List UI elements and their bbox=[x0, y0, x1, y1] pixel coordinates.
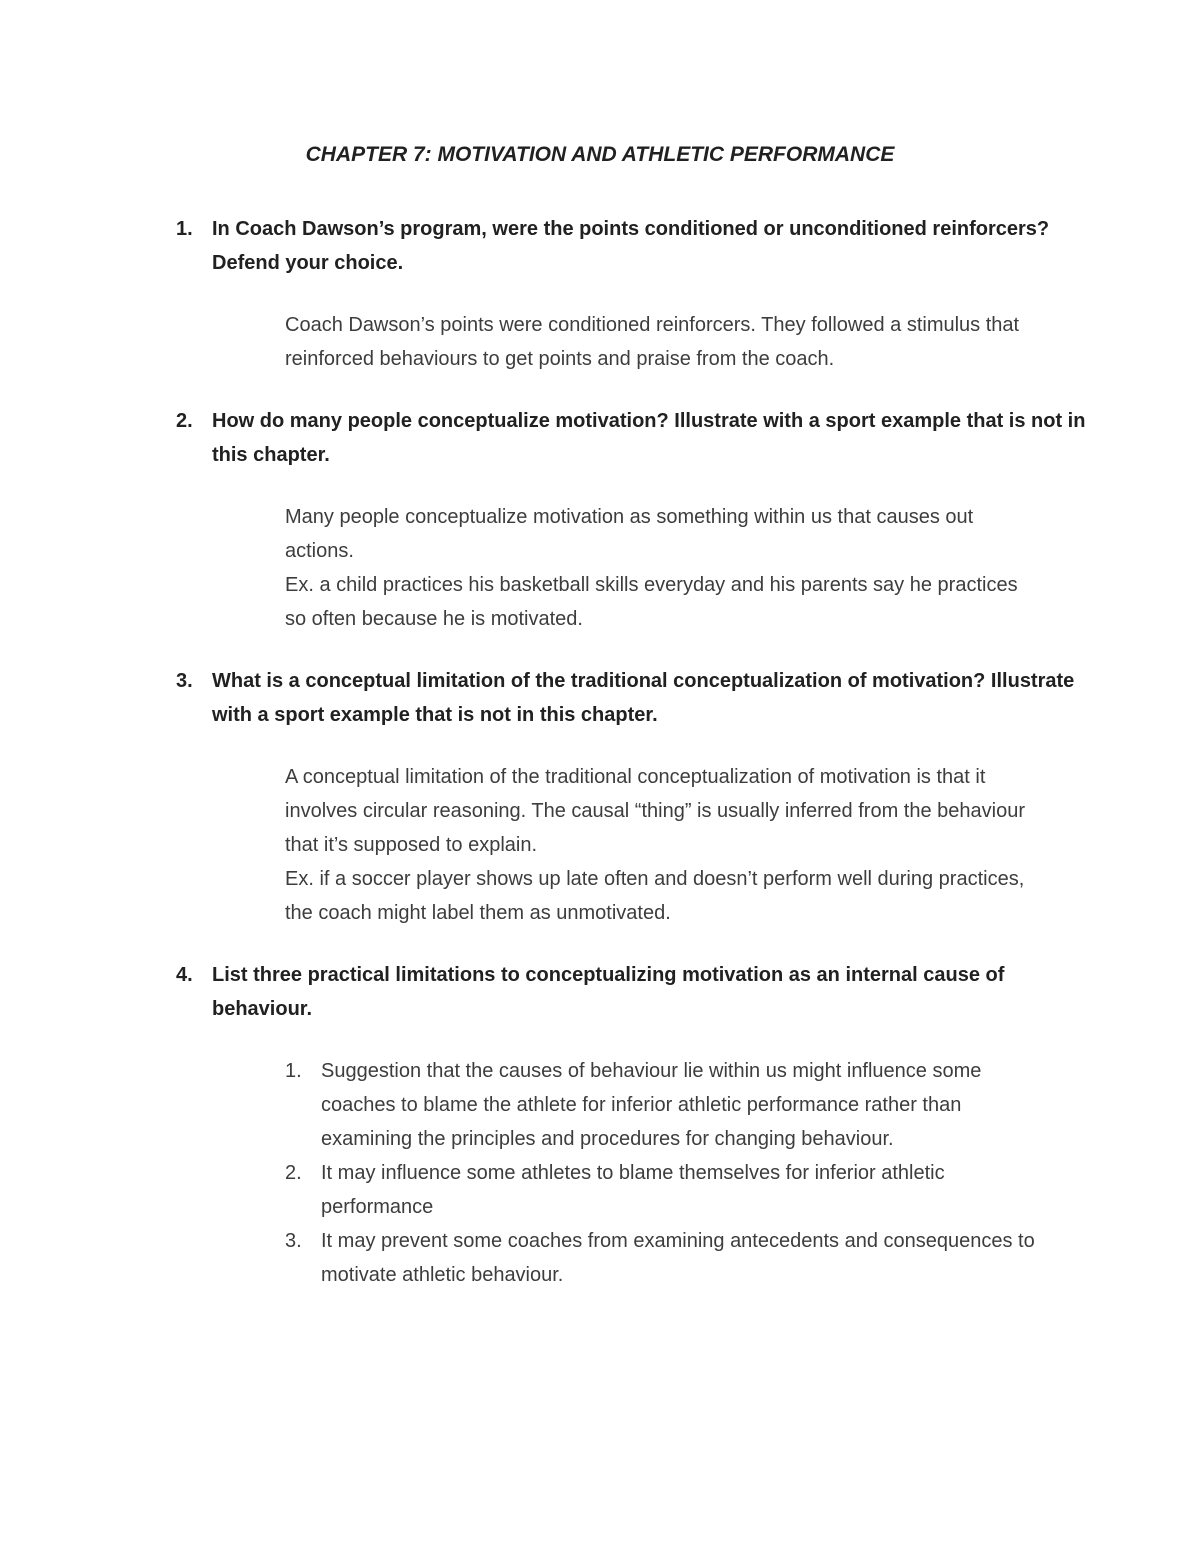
question-block-2 bbox=[0, 404, 1200, 636]
question-row bbox=[176, 212, 1200, 280]
question-text: In Coach Dawson’s program, were the points conditioned or unconditioned reinforcers? Defend your choice. bbox=[212, 218, 1050, 274]
question-number: 3. bbox=[176, 670, 193, 692]
answer-paragraph: A conceptual limitation of the traditional conceptualization of motivation is that it involves circular reasoning. The causal “thing” is usually inferred from the behaviour that it’s supposed to explain. bbox=[285, 766, 1025, 856]
sub-answer-item bbox=[285, 1054, 1200, 1156]
answer-block bbox=[285, 500, 1200, 636]
question-row bbox=[176, 404, 1200, 472]
answer-paragraph: Coach Dawson’s points were conditioned reinforcers. They followed a stimulus that reinforced behaviours to get points and praise from the coach. bbox=[285, 314, 1020, 370]
question-number: 4. bbox=[176, 964, 193, 986]
sub-answer-text: Suggestion that the causes of behaviour lie within us might influence some coaches to blame the athlete for inferior athletic performance rather than examining the principles and procedures for changing behaviour. bbox=[321, 1060, 982, 1150]
question-number: 2. bbox=[176, 410, 193, 432]
sub-answer-item bbox=[285, 1156, 1200, 1224]
answer-paragraph: Many people conceptualize motivation as something within us that causes out actions. bbox=[285, 506, 974, 562]
question-block-1 bbox=[0, 212, 1200, 376]
answer-paragraph: Ex. a child practices his basketball skills everyday and his parents say he practices so often because he is motivated. bbox=[285, 574, 1018, 630]
question-text: How do many people conceptualize motivation? Illustrate with a sport example that is not in this chapter. bbox=[212, 410, 1086, 466]
question-text: List three practical limitations to conceptualizing motivation as an internal cause of behaviour. bbox=[212, 964, 1005, 1020]
sub-answer-text: It may prevent some coaches from examining antecedents and consequences to motivate athletic behaviour. bbox=[321, 1230, 1035, 1286]
sub-answer-item bbox=[285, 1224, 1200, 1292]
sub-answer-text: It may influence some athletes to blame themselves for inferior athletic performance bbox=[321, 1162, 945, 1218]
question-text: What is a conceptual limitation of the traditional conceptualization of motivation? Illustrate with a sport example that is not in this chapter. bbox=[212, 670, 1075, 726]
page-title: CHAPTER 7: MOTIVATION AND ATHLETIC PERFORMANCE bbox=[305, 143, 895, 166]
sub-answer-number: 1. bbox=[285, 1060, 302, 1082]
question-block-4 bbox=[0, 958, 1200, 1292]
answer-paragraph: Ex. if a soccer player shows up late often and doesn’t perform well during practices, the coach might label them as unmotivated. bbox=[285, 868, 1025, 924]
question-number: 1. bbox=[176, 218, 193, 240]
sub-answer-list bbox=[285, 1054, 1200, 1292]
answer-block bbox=[285, 760, 1200, 930]
question-block-3 bbox=[0, 664, 1200, 930]
answer-block bbox=[285, 308, 1200, 376]
question-row bbox=[176, 958, 1200, 1026]
question-row bbox=[176, 664, 1200, 732]
sub-answer-number: 2. bbox=[285, 1162, 302, 1184]
sub-answer-number: 3. bbox=[285, 1230, 302, 1252]
